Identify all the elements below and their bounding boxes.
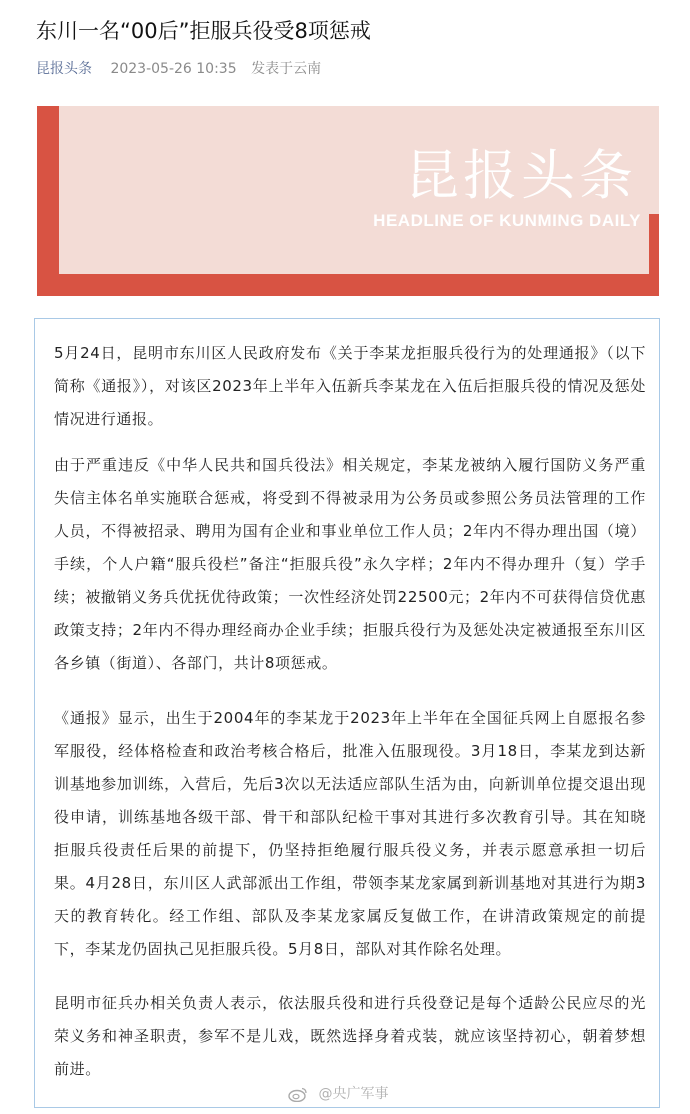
weibo-icon [288,1086,308,1102]
banner-image [37,106,659,296]
paragraph-2: 由于严重违反《中华人民共和国兵役法》相关规定，李某龙被纳入履行国防义务严重失信主体名单实施联合惩戒，将受到不得被录用为公务员或参照公务员法管理的工作人员，不得被招录、聘用为国有企业和事业单位工作人员；2年内不得办理出国（境）手续，个人户籍“服兵役栏”备注“拒服兵役”永久字样；2年内不得办理升（复）学手续；被撤销义务兵优抚优待政策；一次性经济处罚22500元；2年内不可获得信贷优惠政策支持；2年内不得办理经商办企业手续；拒服兵役行为及惩处决定被通报至东川区各乡镇（街道）、各部门，共计8项惩戒。 [54,456,646,672]
paragraph-1: 5月24日，昆明市东川区人民政府发布《关于李某龙拒服兵役行为的处理通报》（以下简称《通报》），对该区2023年上半年入伍新兵李某龙在入伍后拒服兵役的情况及惩处情况进行通报。 [54,344,646,428]
banner-title-en: HEADLINE OF KUNMING DAILY [373,211,641,230]
article-body [34,318,660,1108]
paragraph-3: 《通报》显示，出生于2004年的李某龙于2023年上半年在全国征兵网上自愿报名参军服役，经体格检查和政治考核合格后，批准入伍服现役。3月18日，李某龙到达新训基地参加训练，入营后，先后3次以无法适应部队生活为由，向新训单位提交退出现役申请，训练基地各级干部、骨干和部队纪检干事对其进行多次教育引导。其在知晓拒服兵役责任后果的前提下，仍坚持拒绝履行服兵役义务，并表示愿意承担一切后果。4月28日，东川区人武部派出工作组，带领李某龙家属到新训基地对其进行为期3天的教育转化。经工作组、部队及李某龙家属反复做工作，在讲清政策规定的前提下，李某龙仍固执己见拒服兵役。5月8日，部队对其作除名处理。 [54,709,646,958]
article-title: 东川一名“00后”拒服兵役受8项惩戒 [36,19,371,43]
watermark [288,1082,388,1106]
article-meta [36,58,321,80]
paragraph-4: 昆明市征兵办相关负责人表示，依法服兵役和进行兵役登记是每个适龄公民应尽的光荣义务和神圣职责，参军不是儿戏，既然选择身着戎装，就应该坚持初心，朝着梦想前进。 [54,994,646,1078]
publish-location: 发表于云南 [251,61,322,77]
publish-time: 2023-05-26 10:35 [110,61,237,77]
source-link[interactable]: 昆报头条 [36,61,92,77]
watermark-text: @央广军事 [318,1086,389,1102]
banner-title-cn: 昆报头条 [405,144,637,207]
